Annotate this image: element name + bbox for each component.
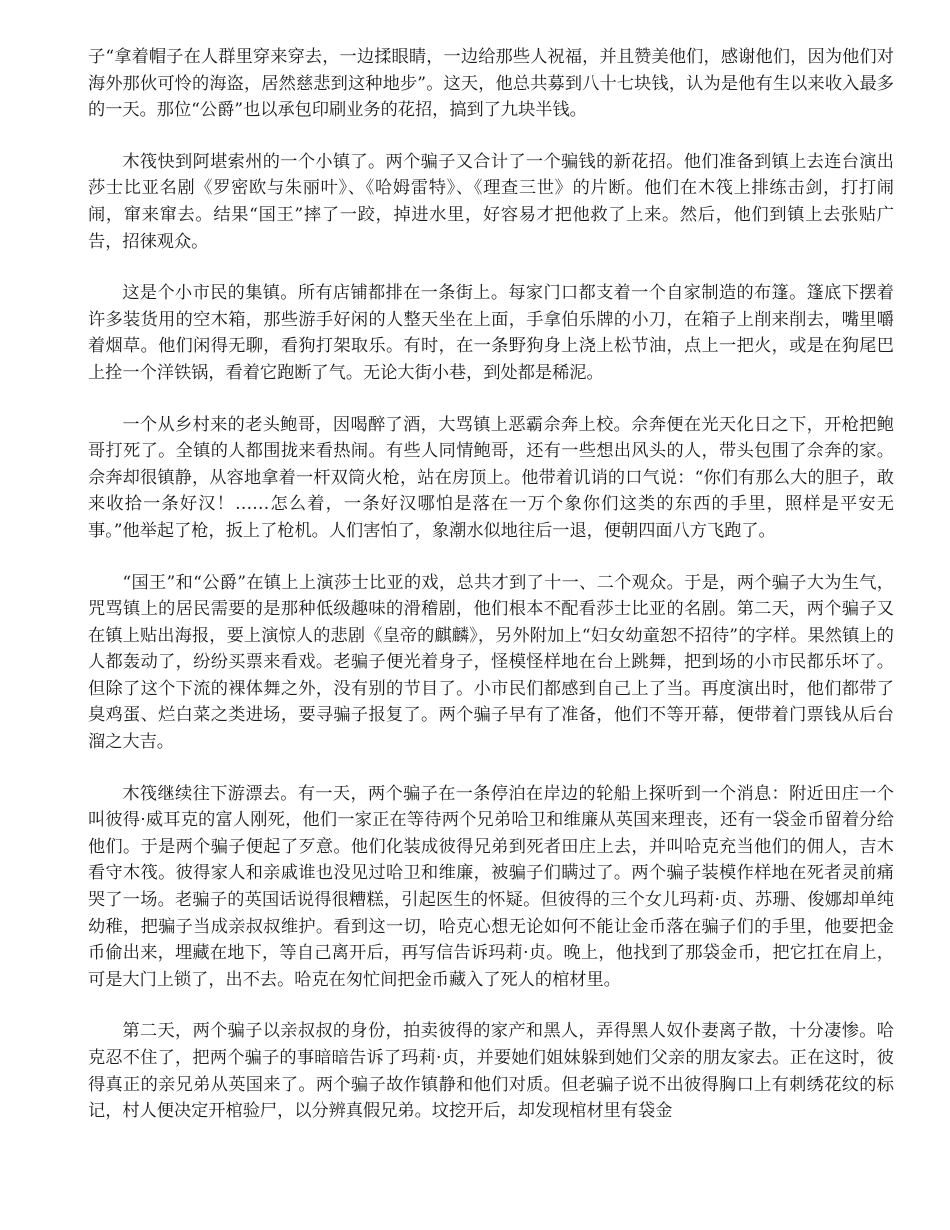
document-page	[88, 44, 894, 1125]
paragraph: 第二天，两个骗子以亲叔叔的身份，拍卖彼得的家产和黑人，弄得黑人奴仆妻离子散，十分凄惨。哈克忍不住了，把两个骗子的事暗暗告诉了玛莉·贞，并要她们姐妹躲到她们父亲的朋友家去。正在这时，彼得真正的亲兄弟从英国来了。两个骗子故作镇静和他们对质。但老骗子说不出彼得胸口上有刺绣花纹的标记，村人便决定开棺验尸，以分辨真假兄弟。坟挖开后，却发现棺材里有袋金	[88, 1021, 894, 1122]
paragraph: 一个从乡村来的老头鲍哥，因喝醉了酒，大骂镇上恶霸佘奔上校。佘奔便在光天化日之下，开枪把鲍哥打死了。全镇的人都围拢来看热闹。有些人同情鲍哥，还有一些想出风头的人，带头包围了佘奔的家。佘奔却很镇静，从容地拿着一杆双筒火枪，站在房顶上。他带着讥诮的口气说：“你们有那么大的胆子，敢来收拾一条好汉！……怎么着，一条好汉哪怕是落在一万个象你们这类的东西的手里，照样是平安无事。”他举起了枪，扳上了枪机。人们害怕了，象潮水似地往后一退，便朝四面八方飞跑了。	[88, 414, 894, 541]
paragraph: 木筏快到阿堪索州的一个小镇了。两个骗子又合计了一个骗钱的新花招。他们准备到镇上去连台演出莎士比亚名剧《罗密欧与朱丽叶》、《哈姆雷特》、《理查三世》的片断。他们在木筏上排练击剑，打打闹闹，窜来窜去。结果“国王”摔了一跤，掉进水里，好容易才把他救了上来。然后，他们到镇上去张贴广告，招徕观众。	[88, 151, 894, 252]
paragraph-continuation: 子“拿着帽子在人群里穿来穿去，一边揉眼睛，一边给那些人祝福，并且赞美他们，感谢他们，因为他们对海外那伙可怜的海盗，居然慈悲到这种地步”。这天，他总共募到八十七块钱，认为是他有生以来收入最多的一天。那位“公爵”也以承包印刷业务的花招，搞到了九块半钱。	[88, 47, 894, 121]
paragraph: 这是个小市民的集镇。所有店铺都排在一条街上。每家门口都支着一个自家制造的布篷。篷底下摆着许多装货用的空木箱，那些游手好闲的人整天坐在上面，手拿伯乐牌的小刀，在箱子上削来削去，嘴里嚼着烟草。他们闲得无聊，看狗打架取乐。有时，在一条野狗身上浇上松节油，点上一把火，或是在狗尾巴上拴一个洋铁锅，看着它跑断了气。无论大街小巷，到处都是稀泥。	[88, 283, 894, 383]
paragraph: 木筏继续往下游漂去。有一天，两个骗子在一条停泊在岸边的轮船上探听到一个消息：附近田庄一个叫彼得·威耳克的富人刚死，他们一家正在等待两个兄弟哈卫和维廉从英国来理丧，还有一袋金币留着分给他们。于是两个骗子便起了歹意。他们化装成彼得兄弟到死者田庄上去，并叫哈克充当他们的佣人，吉木看守木筏。彼得家人和亲戚谁也没见过哈卫和维廉，被骗子们瞒过了。两个骗子装模作样地在死者灵前痛哭了一场。老骗子的英国话说得很糟糕，引起医生的怀疑。但彼得的三个女儿玛莉·贞、苏珊、俊娜却单纯幼稚，把骗子当成亲叔叔维护。看到这一切，哈克心想无论如何不能让金币落在骗子们的手里，他要把金币偷出来，埋藏在地下，等自己离开后，再写信告诉玛莉·贞。晚上，他找到了那袋金币，把它扛在肩上，可是大门上锁了，出不去。哈克在匆忙间把金币藏入了死人的棺材里。	[88, 783, 894, 990]
paragraph: “国王”和“公爵”在镇上上演莎士比亚的戏，总共才到了十一、二个观众。于是，两个骗子大为生气，咒骂镇上的居民需要的是那种低级趣味的滑稽剧，他们根本不配看莎士比亚的名剧。第二天，两个骗子又在镇上贴出海报，要上演惊人的悲剧《皇帝的麒麟》，另外附加上“妇女幼童恕不招待”的字样。果然镇上的人都轰动了，纷纷买票来看戏。老骗子便光着身子，怪模怪样地在台上跳舞，把到场的小市民都乐坏了。但除了这个下流的裸体舞之外，没有别的节目了。小市民们都感到自己上了当。再度演出时，他们都带了臭鸡蛋、烂白菜之类进场，要寻骗子报复了。两个骗子早有了准备，他们不等开幕，便带着门票钱从后台溜之大吉。	[88, 572, 894, 753]
